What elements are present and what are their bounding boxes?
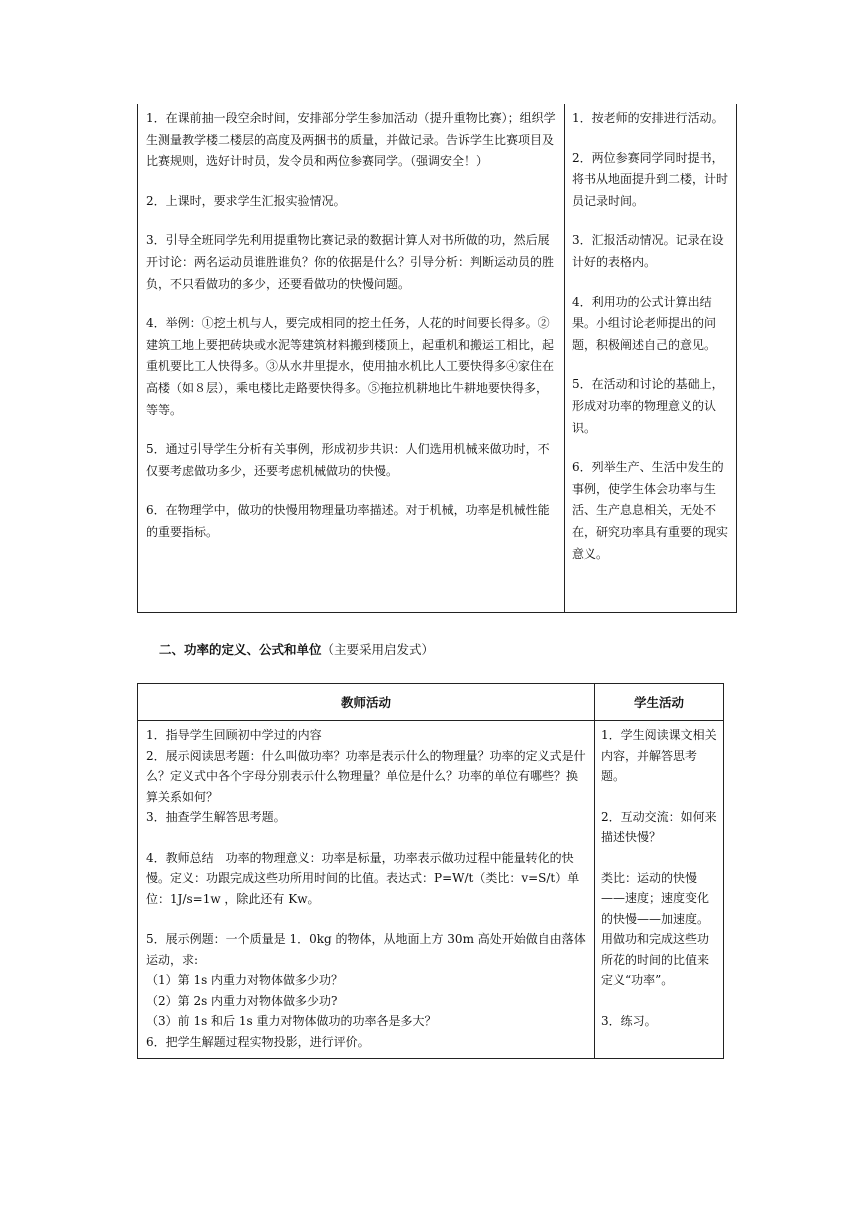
student-activity-cell (565, 104, 737, 612)
activity-table-1 (137, 104, 737, 613)
student-item: 5．在活动和讨论的基础上，形成对功率的物理意义的认识。 (572, 377, 724, 435)
section-heading-note: （主要采用启发式） (321, 642, 435, 657)
teacher-line: （1）第 1s 内重力对物体做多少功？ (146, 973, 344, 987)
teacher-line: （2）第 2s 内重力对物体做多少功? (146, 993, 338, 1008)
teacher-line: （3）前 1s 和后 1s 重力对物体做功的功率各是多大？ (146, 1014, 437, 1028)
student-line: 类比：运动的快慢——速度；速度变化的快慢——加速度。用做功和完成这些功所花的时间的比值来定义“功率”。 (601, 870, 710, 987)
teacher-item: 3．引导全班同学先利用提重物比赛记录的数据计算人对书所做的功，然后展开讨论：两名运动员谁胜谁负？你的依据是什么？引导分析：判断运动员的胜负，不只看做功的多少，还要看做功的快慢问题。 (146, 233, 555, 291)
student-line: 2．互动交流：如何来描述快慢？ (601, 809, 717, 844)
activity-table-2 (137, 683, 724, 1059)
student-item: 4．利用功的公式计算出结果。小组讨论老师提出的问题，积极阐述自己的意见。 (572, 294, 717, 352)
teacher-item: 1．在课前抽一段空余时间，安排部分学生参加活动（提升重物比赛）；组织学生测量教学楼二楼层的高度及两捆书的质量，并做记录。告诉学生比赛项目及比赛规则，选好计时员，发令员和两位参赛同学。（强调安全！） (146, 111, 556, 169)
header-student-activity: 学生活动 (595, 684, 724, 721)
teacher-item: 4．举例：①挖土机与人，要完成相同的挖土任务，人花的时间要长得多。②建筑工地上要把砖块或水泥等建筑材料搬到楼顶上，起重机和搬运工相比，起重机要比工人快得多。③从水井里提水，使用抽水机比人工要快得多④家住在高楼（如８层），乘电楼比走路要快得多。⑤拖拉机耕地比牛耕地要快得多，等等。 (146, 316, 555, 417)
student-item: 1．按老师的安排进行活动。 (572, 111, 724, 125)
student-activity-cell (595, 721, 724, 1059)
student-line: 3．练习。 (601, 1013, 657, 1028)
teacher-line: 5．展示例题：一个质量是 1．0kg 的物体，从地面上方 30m 高处开始做自由落体运动，求: (146, 932, 586, 967)
teacher-line: 3．抽查学生解答思考题。 (146, 810, 286, 824)
student-item: 3．汇报活动情况。记录在设计好的表格内。 (572, 233, 724, 269)
teacher-line: 1．指导学生回顾初中学过的内容 (146, 728, 322, 742)
teacher-activity-cell (138, 104, 565, 612)
teacher-line: 4．教师总结 功率的物理意义：功率是标量，功率表示做功过程中能量转化的快慢。定义：功跟完成这些功所用时间的比值。表达式：P=W/t（类比：v=S/t）单位：1J/s=1w ，除此还有 Kw。 (146, 850, 580, 906)
student-item: 2．两位参赛同学同时提书，将书从地面提升到二楼，计时员记录时间。 (572, 150, 729, 208)
teacher-item: 2．上课时，要求学生汇报实验情况。 (146, 193, 346, 208)
header-teacher-activity: 教师活动 (138, 684, 595, 721)
teacher-activity-cell (138, 721, 595, 1059)
teacher-line: 6．把学生解题过程实物投影，进行评价。 (146, 1034, 370, 1049)
teacher-item: 5．通过引导学生分析有关事例，形成初步共识：人们选用机械来做功时，不仅要考虑做功多少，还要考虑机械做功的快慢。 (146, 442, 550, 478)
section-heading (159, 640, 434, 658)
teacher-item: 6．在物理学中，做功的快慢用物理量功率描述。对于机械，功率是机械性能的重要指标。 (146, 503, 550, 539)
section-heading-title: 二、功率的定义、公式和单位 (159, 642, 322, 657)
student-item: 6．列举生产、生活中发生的事例，使学生体会功率与生活、生产息息相关，无处不在，研究功率具有重要的现实意义。 (572, 460, 729, 561)
student-line: 1．学生阅读课文相关内容，并解答思考题。 (601, 728, 717, 783)
teacher-line: 2．展示阅读思考题：什么叫做功率？功率是表示什么的物理量？功率的定义式是什么？定义式中各个字母分别表示什么物理量？单位是什么？功率的单位有哪些？换算关系如何？ (146, 748, 586, 804)
